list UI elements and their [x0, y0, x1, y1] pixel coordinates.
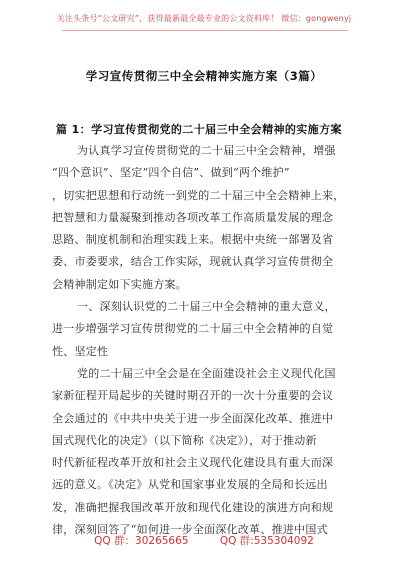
footer [0, 533, 408, 548]
footer-qq-group-1: QQ 群：30265665 [94, 535, 189, 547]
body-line: ，切实把思想和行动统一到党的二十届三中全会精神上来， [52, 188, 345, 202]
body-line: 远的意义。《决定》从党和国家事业发展的全局和长远出 [52, 478, 328, 492]
footer-qq-group-2: QQ 群:535304092 [219, 535, 314, 547]
body-line: 为认真学习宣传贯彻党的二十届三中全会精神，增强 [77, 144, 336, 157]
body-line: 思路、制度机制和治理实践上来。根据中央统一部署及省 [52, 233, 334, 247]
document-body [52, 140, 356, 541]
body-line: 会精神制定如下实施方案。 [52, 277, 187, 291]
body-line: “四个意识”、坚定“四个自信”、做到“两个维护” [52, 166, 290, 180]
header-note: 关注头条号“公文研究”，获得最新最全最专业的公文资料库！ 微信：gongwenyj [56, 14, 352, 23]
body-line: 性、坚定性 [52, 344, 109, 358]
body-line: 时代新征程改革开放和社会主义现代化建设具有重大而深 [52, 456, 334, 470]
header-divider [62, 30, 348, 31]
body-line: 家新征程开局起步的关键时期召开的一次十分重要的会议 [52, 389, 334, 403]
body-line: 发，准确把握我国改革开放和现代化建设的演进方向和规 [52, 500, 334, 514]
body-line: 国式现代化的决定》（以下简称《决定》），对于推动新 [52, 433, 317, 447]
body-line: 全会通过的《中共中央关于进一步全面深化改革、推进中 [52, 411, 334, 425]
section-title: 篇 1：学习宣传贯彻党的二十届三中全会精神的实施方案 [56, 123, 342, 136]
body-line: 委、市委要求，结合工作实际，现就认真学习宣传贯彻全 [52, 255, 334, 269]
document-title: 学习宣传贯彻三中全会精神实施方案（3篇） [85, 69, 323, 83]
body-line: 把智慧和力量凝聚到推动各项改革工作高质量发展的理念 [52, 210, 334, 224]
body-line: 一、深刻认识党的二十届三中全会精神的重大意义， [77, 300, 336, 314]
body-line: 进一步增强学习宣传贯彻党的二十届三中全会精神的自觉 [52, 322, 334, 336]
body-line: 党的二十届三中全会是在全面建设社会主义现代化国 [77, 366, 336, 380]
body-line: 律，深刻回答了“如何进一步全面深化改革、推进中国式 [52, 523, 328, 537]
